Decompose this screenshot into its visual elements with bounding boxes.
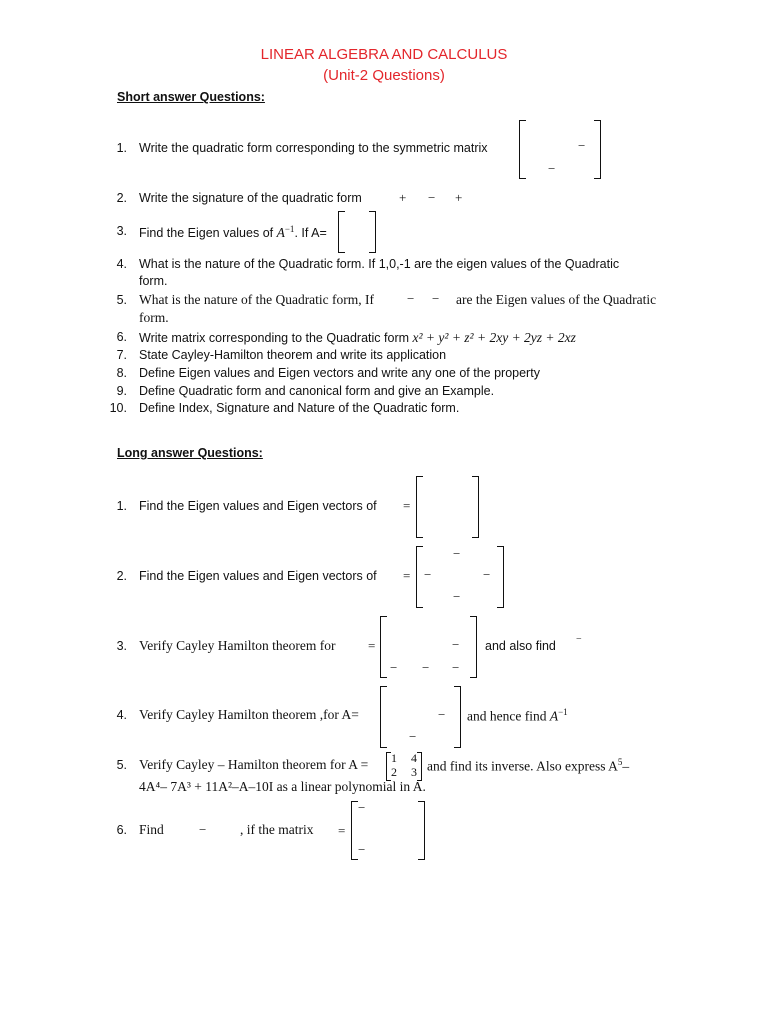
matrix-cell: 1	[391, 751, 397, 765]
short-q4-line2: form.	[139, 274, 168, 288]
long-q6-number: 6.	[116, 823, 127, 837]
long-q5-line1b-text: and find its inverse. Also express A	[427, 758, 618, 774]
inverse-a-symbol: A	[549, 708, 559, 724]
equals-sign: =	[403, 568, 411, 583]
matrix-entry-minus: −	[424, 567, 432, 582]
short-q10-number: 10.	[109, 401, 127, 415]
long-q6-after: , if the matrix	[240, 822, 314, 837]
long-q5-number: 5.	[116, 758, 127, 772]
short-q3-number: 3.	[116, 224, 127, 238]
matrix-entry-minus: −	[453, 589, 461, 604]
quadratic-expression: x² + y² + z² + 2xy + 2yz + 2xz	[412, 330, 576, 345]
matrix-entry-minus: −	[483, 567, 491, 582]
short-q2-text: Write the signature of the quadratic form	[139, 191, 362, 205]
short-q8-text: Define Eigen values and Eigen vectors and write any one of the property	[139, 366, 540, 380]
matrix-entry-minus: −	[452, 660, 460, 675]
matrix-entry-minus: −	[453, 546, 461, 561]
matrix-entry-minus: −	[358, 842, 366, 857]
equals-sign: =	[403, 498, 411, 513]
long-q4-after-label: and hence find	[467, 708, 547, 724]
minus-sign: −	[428, 190, 436, 205]
plus-sign: +	[399, 190, 407, 205]
matrix-cell: 2	[391, 765, 397, 779]
long-q5-line1a: Verify Cayley – Hamilton theorem for A =	[139, 757, 369, 772]
matrix-right-bracket	[470, 616, 477, 678]
matrix-entry-minus: −	[390, 660, 398, 675]
long-q3-text: Verify Cayley Hamilton theorem for	[139, 638, 336, 653]
short-q1-number: 1.	[116, 141, 127, 155]
short-q5-line2: form.	[139, 310, 169, 325]
short-q4-number: 4.	[116, 257, 127, 271]
matrix-entry-minus: −	[438, 707, 446, 722]
short-q1-text: Write the quadratic form corresponding to the symmetric matrix	[139, 141, 488, 155]
long-q3-after: and also find	[485, 639, 556, 653]
long-q4-number: 4.	[116, 708, 127, 722]
long-q5-line1b	[427, 757, 629, 775]
matrix-entry-minus: −	[578, 138, 586, 153]
document-title: LINEAR ALGEBRA AND CALCULUS	[260, 46, 508, 63]
matrix-entry-minus: −	[548, 161, 556, 176]
dash: –	[622, 758, 630, 774]
power-five: 5	[617, 757, 623, 767]
matrix-entry-minus: −	[422, 660, 430, 675]
matrix-right-bracket	[417, 752, 422, 781]
short-q6-label: Write matrix corresponding to the Quadratic form	[139, 331, 410, 345]
matrix-left-bracket	[338, 211, 345, 253]
matrix-left-bracket	[519, 120, 526, 179]
matrix-left-bracket	[416, 546, 423, 608]
short-answer-heading: Short answer Questions:	[117, 90, 265, 104]
equals-sign: =	[338, 823, 346, 838]
matrix-left-bracket	[380, 616, 387, 678]
long-answer-heading: Long answer Questions:	[117, 446, 263, 460]
plus-sign: +	[455, 190, 463, 205]
short-q6-text	[139, 330, 576, 346]
short-q5-line1b: are the Eigen values of the Quadratic	[456, 292, 657, 307]
long-q6-text: Find	[139, 822, 164, 837]
matrix-entry-minus: −	[452, 637, 460, 652]
matrix-right-bracket	[369, 211, 376, 253]
short-q8-number: 8.	[116, 366, 127, 380]
short-q9-number: 9.	[116, 384, 127, 398]
minus-sign: −	[407, 291, 415, 306]
matrix-cell: 3	[411, 765, 417, 779]
short-q4-line1: What is the nature of the Quadratic form. If 1,0,-1 are the eigen values of the Quadratic	[139, 257, 620, 271]
short-q7-text: State Cayley-Hamilton theorem and write its application	[139, 348, 447, 362]
short-q5-number: 5.	[116, 293, 127, 307]
short-q7-number: 7.	[116, 348, 127, 362]
short-q10-text: Define Index, Signature and Nature of the Quadratic form.	[139, 401, 460, 415]
matrix-right-bracket	[418, 801, 425, 860]
matrix-cell: 4	[411, 751, 417, 765]
matrix-right-bracket	[454, 686, 461, 748]
long-q4-after	[467, 707, 568, 725]
short-q2-number: 2.	[116, 191, 127, 205]
short-q3-label: Find the Eigen values of	[139, 226, 274, 241]
long-q1-number: 1.	[116, 499, 127, 513]
short-q9-text: Define Quadratic form and canonical form and give an Example.	[139, 384, 495, 398]
short-q5-line1a: What is the nature of the Quadratic form, If	[139, 292, 375, 307]
long-q2-text: Find the Eigen values and Eigen vectors of	[139, 569, 377, 583]
inverse-a-symbol: A	[276, 225, 285, 241]
minus-sign: −	[432, 291, 440, 306]
short-q3-text	[139, 224, 327, 241]
long-q2-number: 2.	[116, 569, 127, 583]
matrix-entry-minus: −	[409, 729, 417, 744]
minus-sign: −	[199, 822, 207, 837]
short-q6-number: 6.	[116, 330, 127, 344]
matrix-right-bracket	[497, 546, 504, 608]
matrix-right-bracket	[594, 120, 601, 179]
document-subtitle: (Unit-2 Questions)	[323, 67, 445, 84]
inverse-exponent: −1	[558, 707, 568, 717]
matrix-right-bracket	[472, 476, 479, 538]
long-q5-line2: 4A⁴– 7A³ + 11A²–A–10I as a linear polynomial in A.	[139, 779, 426, 794]
long-q4-text: Verify Cayley Hamilton theorem ,for A=	[139, 707, 359, 722]
superscript-minus: −	[576, 634, 582, 645]
matrix-left-bracket	[351, 801, 358, 860]
short-q3-after: . If A=	[294, 226, 327, 241]
inverse-exponent: −1	[284, 224, 295, 234]
matrix-left-bracket	[416, 476, 423, 538]
equals-sign: =	[368, 638, 376, 653]
long-q1-text: Find the Eigen values and Eigen vectors of	[139, 499, 377, 513]
matrix-left-bracket	[380, 686, 387, 748]
long-q3-number: 3.	[116, 639, 127, 653]
matrix-entry-minus: −	[358, 800, 366, 815]
